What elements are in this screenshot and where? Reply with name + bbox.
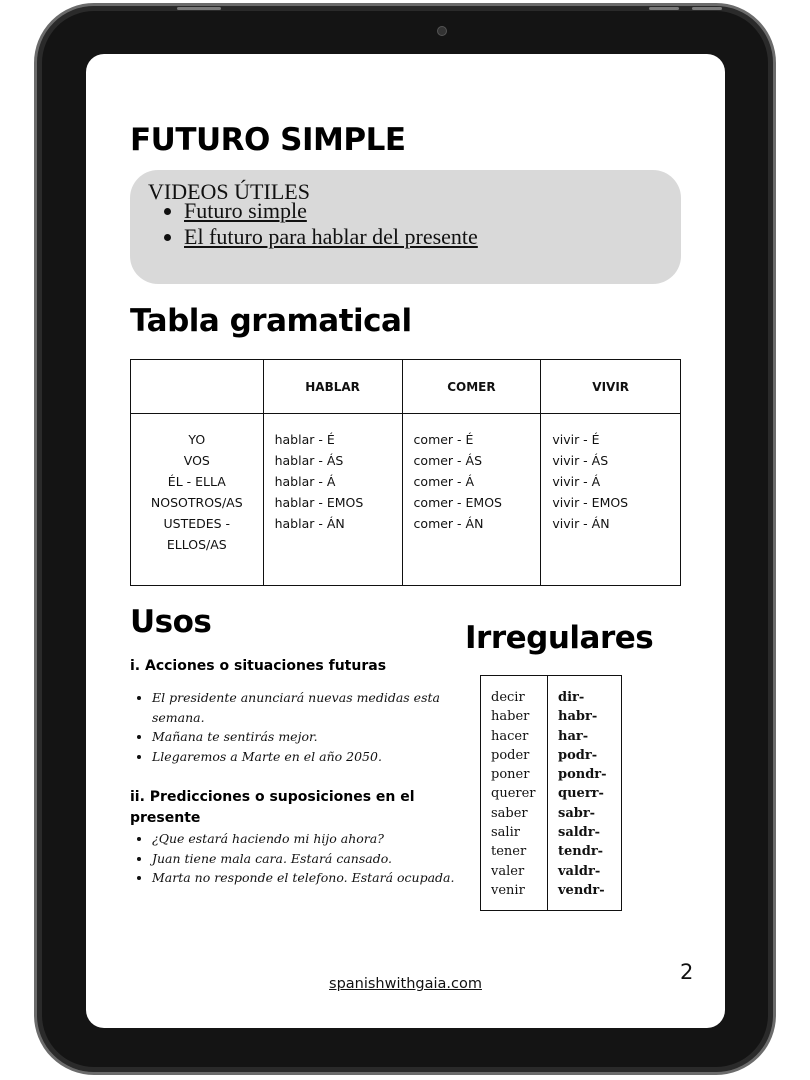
hablar-cell bbox=[263, 414, 402, 586]
videos-list bbox=[164, 198, 478, 250]
stem: querr- bbox=[558, 786, 604, 802]
conjugation: vivir - É bbox=[552, 432, 600, 447]
pronoun: USTEDES - bbox=[163, 516, 231, 531]
usos-section-heading: ii. Predicciones o suposiciones en el presente bbox=[130, 789, 415, 826]
conjugation: hablar - EMOS bbox=[274, 495, 364, 510]
conjugation: comer - É bbox=[413, 432, 474, 447]
videos-label: VIDEOS ÚTILES bbox=[148, 179, 310, 204]
usos-title: Usos bbox=[130, 604, 212, 640]
list-item: • Mañana te sentirás mejor. bbox=[152, 727, 464, 747]
infinitive: decir bbox=[491, 690, 525, 705]
conjugation: comer - ÁN bbox=[413, 516, 484, 531]
table-header-row bbox=[131, 360, 681, 414]
pronoun: ELLOS/AS bbox=[166, 537, 227, 552]
list-item bbox=[184, 198, 478, 224]
stem: har- bbox=[558, 728, 589, 744]
stem: vendr- bbox=[558, 882, 605, 898]
irregulares-title: Irregulares bbox=[465, 620, 654, 656]
grammar-table bbox=[130, 359, 681, 586]
list-item: • Marta no responde el telefono. Estará ocupada. bbox=[152, 868, 464, 888]
volume-button bbox=[177, 7, 221, 10]
list-item: • Llegaremos a Marte en el año 2050. bbox=[152, 747, 464, 767]
conjugation: comer - ÁS bbox=[413, 453, 483, 468]
conjugation: hablar - ÁS bbox=[274, 453, 344, 468]
usos-example-list bbox=[134, 829, 464, 888]
irregulares-table bbox=[480, 675, 622, 911]
stem: valdr- bbox=[558, 863, 601, 879]
conjugation: vivir - ÁN bbox=[552, 516, 610, 531]
stem: habr- bbox=[558, 709, 598, 725]
table-header-cell: COMER bbox=[402, 360, 541, 414]
conjugation: vivir - Á bbox=[552, 474, 601, 489]
table-header-cell bbox=[131, 360, 264, 414]
conjugation: hablar - É bbox=[274, 432, 335, 447]
power-button bbox=[649, 7, 679, 10]
usos-example-list bbox=[134, 688, 464, 766]
page-title: FUTURO SIMPLE bbox=[130, 122, 406, 158]
stem: podr- bbox=[558, 747, 598, 763]
infinitive: valer bbox=[491, 863, 525, 879]
list-item: • ¿Que estará haciendo mi hijo ahora? bbox=[152, 829, 464, 849]
infinitive: venir bbox=[491, 882, 525, 898]
vivir-cell bbox=[541, 414, 681, 586]
tablet-screen bbox=[86, 54, 725, 1028]
infinitive: querer bbox=[491, 786, 536, 802]
camera-icon bbox=[437, 26, 447, 36]
infinitive: saber bbox=[491, 805, 528, 821]
conjugation: vivir - ÁS bbox=[552, 453, 609, 468]
infinitive: poder bbox=[491, 747, 530, 763]
side-button bbox=[692, 7, 722, 10]
infinitive: tener bbox=[491, 844, 527, 860]
infinitive: haber bbox=[491, 709, 530, 725]
stem: sabr- bbox=[558, 805, 596, 821]
pronoun: NOSOTROS/AS bbox=[150, 495, 243, 510]
video-link-futuro-simple[interactable]: Futuro simple bbox=[184, 198, 307, 223]
videos-box bbox=[130, 170, 681, 284]
usos-section-heading: i. Acciones o situaciones futuras bbox=[130, 658, 387, 674]
pronoun: VOS bbox=[183, 453, 210, 468]
conjugation: comer - EMOS bbox=[413, 495, 502, 510]
conjugation: comer - Á bbox=[413, 474, 475, 489]
conjugation: vivir - EMOS bbox=[552, 495, 629, 510]
table-header-cell: VIVIR bbox=[541, 360, 681, 414]
pronoun: YO bbox=[188, 432, 206, 447]
pronoun: ÉL - ELLA bbox=[167, 474, 226, 489]
stem: saldr- bbox=[558, 825, 601, 841]
infinitive-column bbox=[481, 676, 548, 910]
video-link-futuro-presente[interactable]: El futuro para hablar del presente bbox=[184, 224, 478, 249]
table-row bbox=[131, 414, 681, 586]
page-number: 2 bbox=[680, 960, 694, 984]
stem-column bbox=[548, 676, 607, 910]
table-header-cell: HABLAR bbox=[263, 360, 402, 414]
grammar-table-title: Tabla gramatical bbox=[130, 303, 412, 339]
pronoun-cell bbox=[131, 414, 264, 586]
stem: pondr- bbox=[558, 767, 607, 783]
footer-site-link[interactable]: spanishwithgaia.com bbox=[329, 976, 482, 992]
list-item: • Juan tiene mala cara. Estará cansado. bbox=[152, 849, 464, 869]
infinitive: hacer bbox=[491, 728, 529, 744]
infinitive: poner bbox=[491, 767, 530, 783]
list-item: • El presidente anunciará nuevas medidas esta semana. bbox=[152, 688, 464, 727]
conjugation: hablar - ÁN bbox=[274, 516, 345, 531]
conjugation: hablar - Á bbox=[274, 474, 336, 489]
stem: tendr- bbox=[558, 844, 604, 860]
comer-cell bbox=[402, 414, 541, 586]
stem: dir- bbox=[558, 690, 585, 705]
list-item bbox=[184, 224, 478, 250]
infinitive: salir bbox=[491, 825, 520, 841]
